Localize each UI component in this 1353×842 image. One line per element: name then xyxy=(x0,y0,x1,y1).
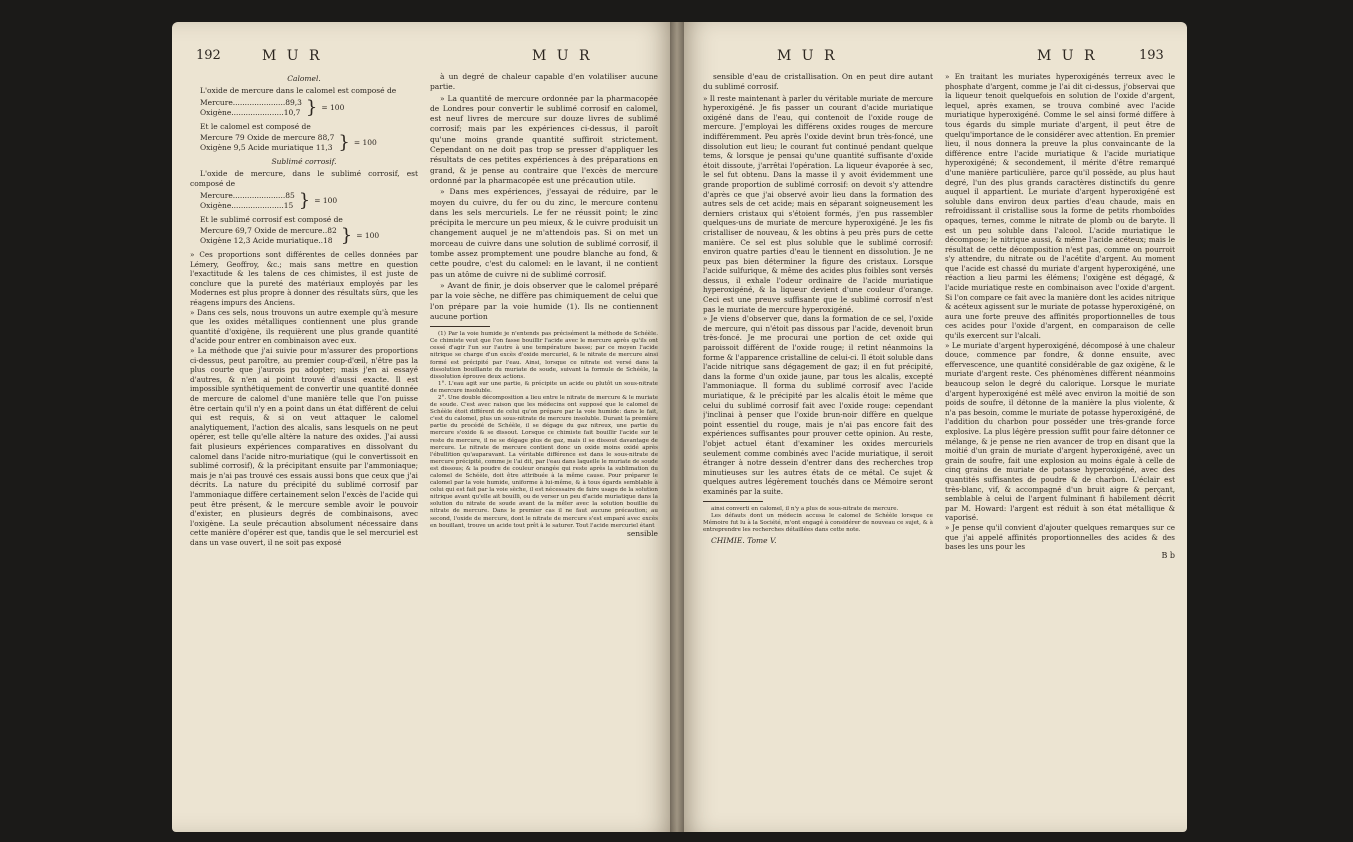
paragraph: » Dans ces sels, nous trouvons un autre exemple qu'à mesure que les oxides métalliques contiennent une plus grande quantité d'oxigène, ils requièrent une plus grande quantité d'acide pour entrer en combinaison avec eux. xyxy=(190,307,418,346)
table-row: Mercure 69,7 Oxide de mercure..82 xyxy=(200,226,337,236)
catchword: sensible xyxy=(626,528,658,538)
table-row: Oxigène......................10,7 xyxy=(200,107,301,117)
table-row: Oxigène......................15 xyxy=(200,200,294,210)
paragraph: » Je viens d'observer que, dans la formation de ce sel, l'oxide de mercure, qui n'étoit pas dissous par l'acide, devenoit brun très-foncé. Je me procurai une portion de cet oxide qui paroissoit différent de l'oxide rouge; il retint néanmoins la forme & l'apparence cristalline de celui-ci. Il étoit soluble dans l'acide nitrique sans dégagement de gaz; il en fut précipité, dans la forme d'un oxide jaune, par tous les alcalis, excepté l'ammoniaque. Il forma du sublimé corrosif avec l'acide muriatique, & le précipité par les alcalis étoit le même que celui du sublimé corrosif fait avec l'oxide rouge: cependant j'inclinai à penser que l'oxide brun-noir diffère en quelque point essentiel du rouge, mais je n'ai pas encore fait des expériences suffisantes pour prouver cette opinion. Au reste, l'objet actuel étant d'examiner les oxides mercuriels seulement comme combinés avec l'acide muriatique, il seroit étranger à notre dessein d'entrer dans des recherches trop minutieuses sur les autres états de ce métal. Ce sujet & quelques autres légèrement touchés dans ce Mémoire seront examinés par la suite. xyxy=(703,314,933,496)
table-row: Oxigène 12,3 Acide muriatique..18 xyxy=(200,236,333,246)
paragraph: » La quantité de mercure ordonnée par la pharmacopée de Londres pour convertir le sublimé corrosif en calomel, est neuf livres de mercure sur douze livres de sublimé corrosif; mais par les expériences ci-dessus, il paroît qu'une moins grande quantité suffiroit strictement. Cependant on ne doit pas trop se presser d'appliquer les résultats de ces petites expériences à des préparations en grand, & je pense au contraire que l'excès de mercure ordonné par la pharmacopée est une précaution utile. xyxy=(430,93,658,185)
table-row: Mercure 79 Oxide de mercure 88,7 xyxy=(200,132,335,142)
signature-line: CHIMIE. Tome V. xyxy=(711,535,777,545)
page-number-left: 192 xyxy=(196,48,221,63)
table-row: Oxigène 9,5 Acide muriatique 11,3 xyxy=(200,142,333,152)
paragraph: » Dans mes expériences, j'essayai de réduire, par le moyen du cuivre, du fer ou du zinc, le mercure contenu dans les sels mercuriels. Le fer ne réussit point; le zinc précipita le mercure un peu mieux, & le cuivre produisit un changement auquel je ne m'attendois pas. Si on met un morceau de cuivre dans une solution de sublimé corrosif, il tombe assez promptement une poudre blanche au fond, & cette poudre, c'est du calomel: en le lavant, il ne contient pas un atôme de cuivre ni de sublimé corrosif. xyxy=(430,187,658,279)
table-row: Mercure......................85 xyxy=(200,190,295,200)
paragraph: » En traitant les muriates hyperoxigénés terreux avec le phosphate d'argent, comme je l'ai dit ci-dessus, j'observai que la liqueur tenoit quelquefois en solution de l'oxide d'argent, lequel, après examen, se trouva combiné avec l'acide muriatique hyperoxigéné. Comme le sel ainsi formé diffère à tous égards du simple muriate d'argent, il peut être de quelqu'importance de le considérer avec attention. En premier lieu, il nous donnera la preuve la plus convaincante de la différence entre l'acide muriatique & l'acide muriatique hyperoxigéné; & secondement, il mérite d'être remarqué d'une manière particulière, parce qu'il possède, au plus haut degré, l'un des plus grands caractères distinctifs du genre auquel il appartient. Le muriate d'argent hyperoxigéné est soluble dans environ deux parties d'eau chaude, mais en refroidissant il cristallise sous la forme de petits rhomboïdes opaques, ternes, comme le nitrate de plomb ou de baryte. Il est un peu soluble dans l'alcool. L'acide muriatique le décompose; le nitrique aussi, & même l'acide acéteux; mais le résultat de cette décomposition n'est pas, comme on pourroit s'y attendre, du nitrate ou de l'acétite d'argent. Au moment que l'acide est chassé du muriate d'argent hyperoxigéné, une réaction a lieu parmi les élémens; l'oxigène est dégagé, & l'acide muriatique reste en combinaison avec l'oxide d'argent. Si l'on compare ce fait avec la manière dont les acides nitrique & acéteux agissent sur le muriate de potasse hyperoxigéné, on aura une forte preuve des affinités proportionnelles de tous ces acides pour l'oxide d'argent, en comparaison de celle qu'ils exercent sur l'alcali. xyxy=(945,72,1175,341)
table-total: = 100 xyxy=(353,137,377,147)
composition-table xyxy=(198,191,339,211)
table-total: = 100 xyxy=(314,195,338,205)
paragraph: Et le sublimé corrosif est composé de xyxy=(200,214,343,224)
running-header-center-left: M U R xyxy=(532,48,593,64)
left-column-2 xyxy=(430,72,658,824)
composition-table xyxy=(198,98,346,118)
table-total: = 100 xyxy=(321,102,345,112)
running-header-left: M U R xyxy=(262,48,323,64)
paragraph: » Je pense qu'il convient d'ajouter quelques remarques sur ce que j'ai appelé affinités proportionnelles des acides & des bases les uns pour les xyxy=(945,522,1175,552)
paragraph: L'oxide de mercure, dans le sublimé corrosif, est composé de xyxy=(190,169,418,189)
footnote: 1°. L'eau agit sur une partie, & précipite un acide ou plutôt un sous-nitrate de mercure insoluble. xyxy=(430,380,658,394)
running-header-right: M U R xyxy=(1037,48,1098,64)
paragraph: » La méthode que j'ai suivie pour m'assurer des proportions ci-dessus, peut paroître, au premier coup-d'œil, n'être pas la plus courte que j'aurois pu adopter; mais j'en ai essayé d'autres, & n'en ai point trouvé d'aussi exacte. Il est impossible synthétiquement de convertir une quantité donnée de mercure de calomel d'une manière telle que l'on puisse être certain qu'il n'y en a point dans un état différent de celui qui est requis, & si on veut attaquer le calomel analytiquement, l'action des alcalis, sans lesquels on ne peut opérer, est telle qu'elle altère la nature des oxides. J'ai aussi fait plusieurs expériences comparatives en dissolvant du calomel dans l'acide nitro-muriatique (qui le convertissoit en sublimé corrosif), & la précipitant ensuite par l'ammoniaque; mais je n'ai pas trouvé ces essais aussi bons que ceux que j'ai décrits. La nature du précipité du sublimé corrosif par l'ammoniaque diffère certainement selon l'excès de l'acide qui peut être présent, & le mercure semble avoir le pouvoir d'exister, en plusieurs degrés de combinaisons, avec l'oxigène. La seule précaution absolument nécessaire dans cette manière d'opérer est que, tandis que le sel mercuriel est dans un vase ouvert, il ne soit pas exposé xyxy=(190,346,418,547)
signature-mark: B b xyxy=(1161,550,1175,560)
footnote: ainsi converti en calomel, il n'y a plus de sous-nitrate de mercure. xyxy=(711,505,899,512)
footnote-divider xyxy=(430,326,490,327)
footnote-divider xyxy=(703,501,763,502)
page-number-right: 193 xyxy=(1139,48,1164,63)
paragraph: » Le muriate d'argent hyperoxigéné, décomposé à une chaleur douce, commence par fondre, & donne ensuite, avec effervescence, une quantité considérable de gaz oxigène, & le muriate d'argent reste. Ces phénomènes diffèrent néanmoins beaucoup selon le degré du calorique. Lorsque le muriate d'argent hyperoxigéné est mêlé avec environ la moitié de son poids de soufre, il détonne de la manière la plus violente, & n'a pas besoin, comme le muriate de potasse hyperoxigéné, de l'addition du charbon pour posséder une très-grande force explosive. La plus légère pression suffit pour faire détonner ce mélange, & je pense ne rien avancer de trop en disant que la moitié d'un grain de muriate d'argent hyperoxigéné, avec un grain de soufre, fait une explosion au moins égale à celle de cinq grains de muriate de potasse hyperoxigéné, avec des quantités suffisantes de poudre & de charbon. L'éclair est très-blanc, vif, & accompagné d'un bruit aigre & perçant, semblable à celui de l'argent fulminant fi habilement décrit par M. Howard: l'argent est réduit à son état métallique & vaporisé. xyxy=(945,340,1175,523)
paragraph: » Il reste maintenant à parler du véritable muriate de mercure hyperoxigéné. Je fis passer un courant d'acide muriatique oxigéné dans de l'eau, qui contenoit de l'oxide rouge de mercure. J'employai les différens oxides rouges de mercure indifféremment. Peu après l'oxide devint brun très-foncé, une dissolution eut lieu; le courant fut continué pendant quelque tems, & lorsque je pensai qu'une quantité suffisante d'oxide étoit dissoute, j'arrêtai l'opération. La liqueur évaporée à sec, le sel fut obtenu. Dans la masse il y avoit évidemment une grande proportion de sublimé corrosif: on devoit s'y attendre d'après ce que j'ai observé avoir lieu dans la formation des autres sels de cet acide; mais en séparant soigneusement les derniers cristaux qui s'étoient formés, j'en pus rassembler quelques-uns de muriate de mercure hyperoxigéné. Je les fis cristalliser de nouveau, & les obtins à peu près purs de cette manière. Ce sel est plus soluble que le sublimé corrosif: environ quatre parties d'eau le tiennent en dissolution. Je ne peux pas bien déterminer la figure des cristaux. Lorsque l'acide sulfurique, & même des acides plus foibles sont versés dessus, il exhale l'odeur ordinaire de l'acide muriatique hyperoxigéné, & la liqueur devient d'une couleur d'orange. Ceci est une preuve suffisante que le sublimé corrosif n'est pas le muriate de mercure hyperoxigéné. xyxy=(703,93,933,314)
footnote: (1) Par la voie humide je n'entends pas précisément la méthode de Schéèle. Ce chimiste veut que l'on fasse bouillir l'acide avec le mercure après qu'ils ont cessé d'agir l'un sur l'autre à une température basse; par ce moyen l'acide nitrique se charge d'un excès d'oxide mercuriel, & le nitrate de mercure ainsi formé est précipité par l'eau. Ainsi, lorsque ce nitrate est versé dans la dissolution bouillante du muriate de soude, suivant la formule de Schéèle, la dissolution éprouve deux actions. xyxy=(430,331,658,380)
table-row: Mercure......................89,3 xyxy=(200,97,302,107)
footnote: Les défauts dont un médecin accusa le calomel de Schéèle lorsque ce Mémoire fut lu à la Société, m'ont engagé à considérer de nouveau ce sujet, & à entreprendre les recherches détaillées dans cette note. xyxy=(703,512,933,533)
right-column-1 xyxy=(703,72,933,824)
left-column-1 xyxy=(190,72,418,824)
brace-icon: } xyxy=(340,225,353,247)
right-column-2 xyxy=(945,72,1175,824)
section-title-calomel: Calomel. xyxy=(287,74,321,83)
right-page xyxy=(677,22,1187,832)
paragraph: » Avant de finir, je dois observer que le calomel préparé par la voie sèche, ne diffère pas chimiquement de celui que l'on prépare par la voie humide (1). Ils ne contiennent aucune portion xyxy=(430,280,658,321)
brace-icon: } xyxy=(305,96,318,118)
section-title-sublime: Sublimé corrosif. xyxy=(271,156,337,166)
left-page xyxy=(172,22,677,832)
paragraph: à un degré de chaleur capable d'en volatiliser aucune partie. xyxy=(430,72,658,92)
brace-icon: } xyxy=(298,189,311,211)
paragraph: L'oxide de mercure dans le calomel est composé de xyxy=(200,86,397,96)
composition-table xyxy=(198,133,379,153)
footnote: 2°. Une double décomposition a lieu entre le nitrate de mercure & le muriate de soude. C'est avec raison que les médecins ont supposé que le calomel de Schéèle étoit différent de celui qu'on prépare par la voie humide: dans le fait, c'est du calomel, plus un sous-nitrate de mercure insoluble. Durant la première partie du procédé de Schéèle, il se dégage du gaz nitreux, une partie du mercure s'oxide & se dissout. Lorsque ce chimiste fait bouillir l'acide sur le reste du mercure, il ne se dégage plus de gaz, mais il se dissout davantage de mercure. Le nitrate de mercure contient donc un oxide moins oxidé après l'ébullition qu'auparavant. La véritable différence est dans le sous-nitrate de mercure précipité, comme je l'ai dit, par l'eau dans laquelle le muriate de soude est dissous; & la poudre de couleur orangée qui reste après la sublimation du calomel de Schéèle, doit être attribuée à la même cause. Pour préparer le calomel par la voie humide, uniforme à lui-même, & à tous égards semblable à celui qui est fait par la voie sèche, il est nécessaire de faire usage de la solution nitrique avant qu'elle ait bouilli, ou de verser un peu d'acide muriatique dans la solution du nitrate de soude avant de la mêler avec la solution bouillie du nitrate de mercure. Dans le premier cas il ne faut aucune précaution; au second, l'oxide de mercure, dont le nitrate de mercure s'est emparé avec excès en bouillant, trouve un acide tout prêt à le saturer. Tout l'acide mercuriel étant xyxy=(430,394,658,529)
paragraph: » Ces proportions sont différentes de celles données par Lémery, Geoffroy, &c.; mais sans mettre en question l'exactitude & les talens de ces chimistes, il est juste de conclure que la pureté des matériaux employés par les Modernes est plus propre à donner des résultats sûrs, que les réagens impurs des Anciens. xyxy=(190,250,418,308)
book-gutter xyxy=(670,22,684,832)
paragraph: Et le calomel est composé de xyxy=(200,121,311,131)
paragraph: sensible d'eau de cristallisation. On en peut dire autant du sublimé corrosif. xyxy=(703,72,933,92)
composition-table xyxy=(198,226,381,246)
running-header-center-right: M U R xyxy=(777,48,838,64)
brace-icon: } xyxy=(338,131,350,153)
table-total: = 100 xyxy=(356,231,380,241)
